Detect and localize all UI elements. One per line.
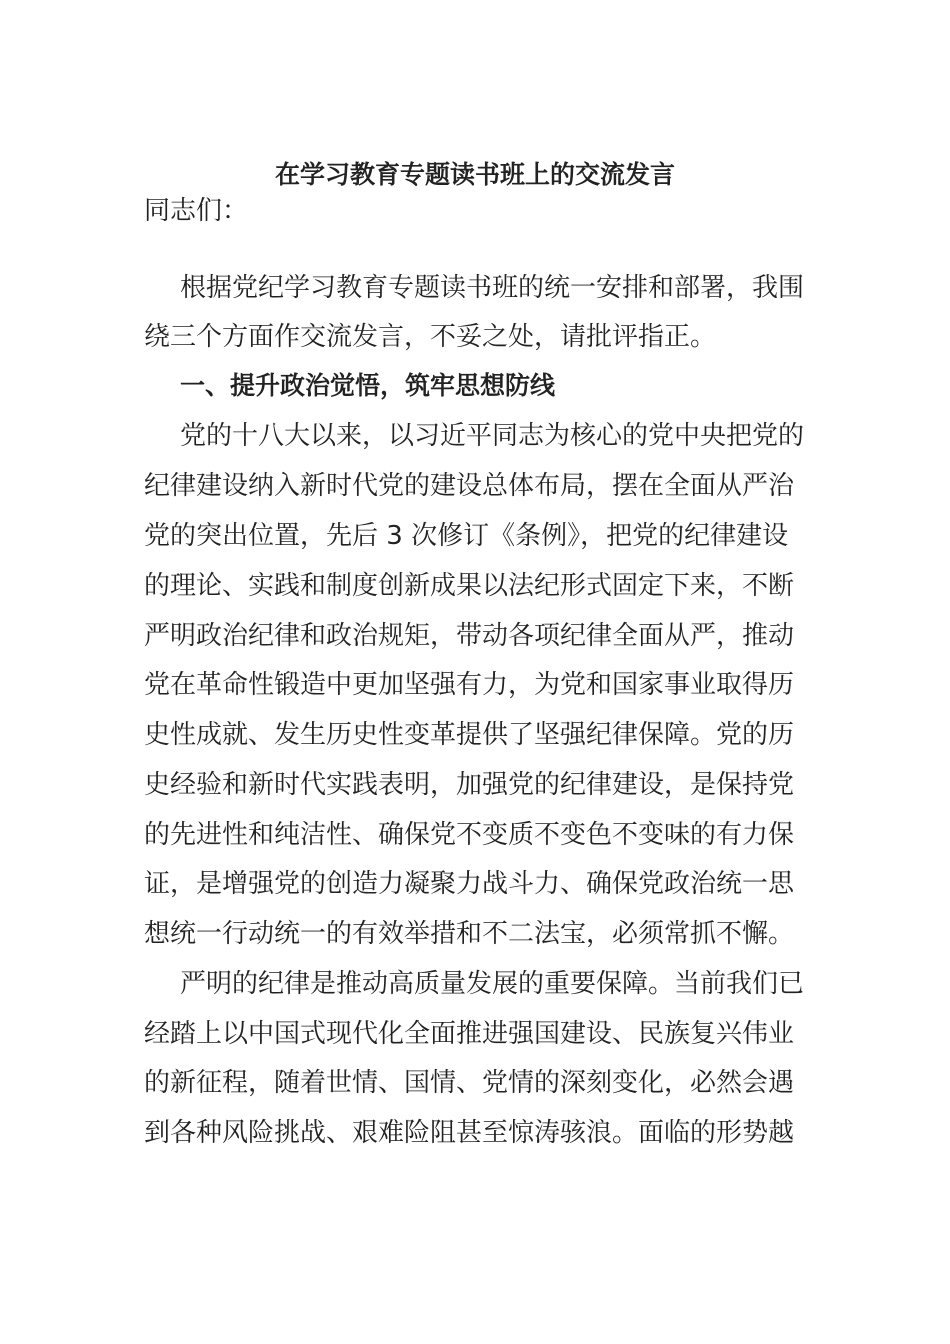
salutation: 同志们：	[144, 196, 249, 226]
paragraph-line: 的新征程，随着世情、国情、党情的深刻变化，必然会遇	[144, 1068, 795, 1098]
paragraph-line: 党的突出位置，先后 3 次修订《条例》，把党的纪律建设	[144, 521, 789, 551]
paragraph-line: 想统一行动统一的有效举措和不二法宝，必须常抓不懈。	[144, 919, 795, 949]
paragraph-line: 的理论、实践和制度创新成果以法纪形式固定下来，不断	[144, 571, 795, 601]
paragraph-line: 证，是增强党的创造力凝聚力战斗力、确保党政治统一思	[144, 869, 795, 899]
paragraph-line: 的先进性和纯洁性、确保党不变质不变色不变味的有力保	[144, 820, 795, 850]
paragraph-line: 绕三个方面作交流发言，不妥之处，请批评指正。	[144, 322, 717, 352]
paragraph-line: 史性成就、发生历史性变革提供了坚强纪律保障。党的历	[144, 720, 795, 750]
section-heading: 一、提升政治觉悟，筑牢思想防线	[180, 371, 556, 400]
paragraph-line: 根据党纪学习教育专题读书班的统一安排和部署，我围	[180, 273, 805, 303]
paragraph-line: 党在革命性锻造中更加坚强有力，为党和国家事业取得历	[144, 670, 795, 700]
paragraph-line: 党的十八大以来，以习近平同志为核心的党中央把党的	[180, 421, 805, 451]
paragraph-line: 严明的纪律是推动高质量发展的重要保障。当前我们已	[180, 969, 805, 999]
paragraph-line: 严明政治纪律和政治规矩，带动各项纪律全面从严，推动	[144, 621, 795, 651]
paragraph-line: 纪律建设纳入新时代党的建设总体布局，摆在全面从严治	[144, 471, 795, 501]
paragraph-line: 经踏上以中国式现代化全面推进强国建设、民族复兴伟业	[144, 1019, 795, 1049]
paragraph-line: 到各种风险挑战、艰难险阻甚至惊涛骇浪。面临的形势越	[144, 1118, 795, 1148]
document-title: 在学习教育专题读书班上的交流发言	[274, 160, 675, 189]
paragraph-line: 史经验和新时代实践表明，加强党的纪律建设，是保持党	[144, 770, 795, 800]
